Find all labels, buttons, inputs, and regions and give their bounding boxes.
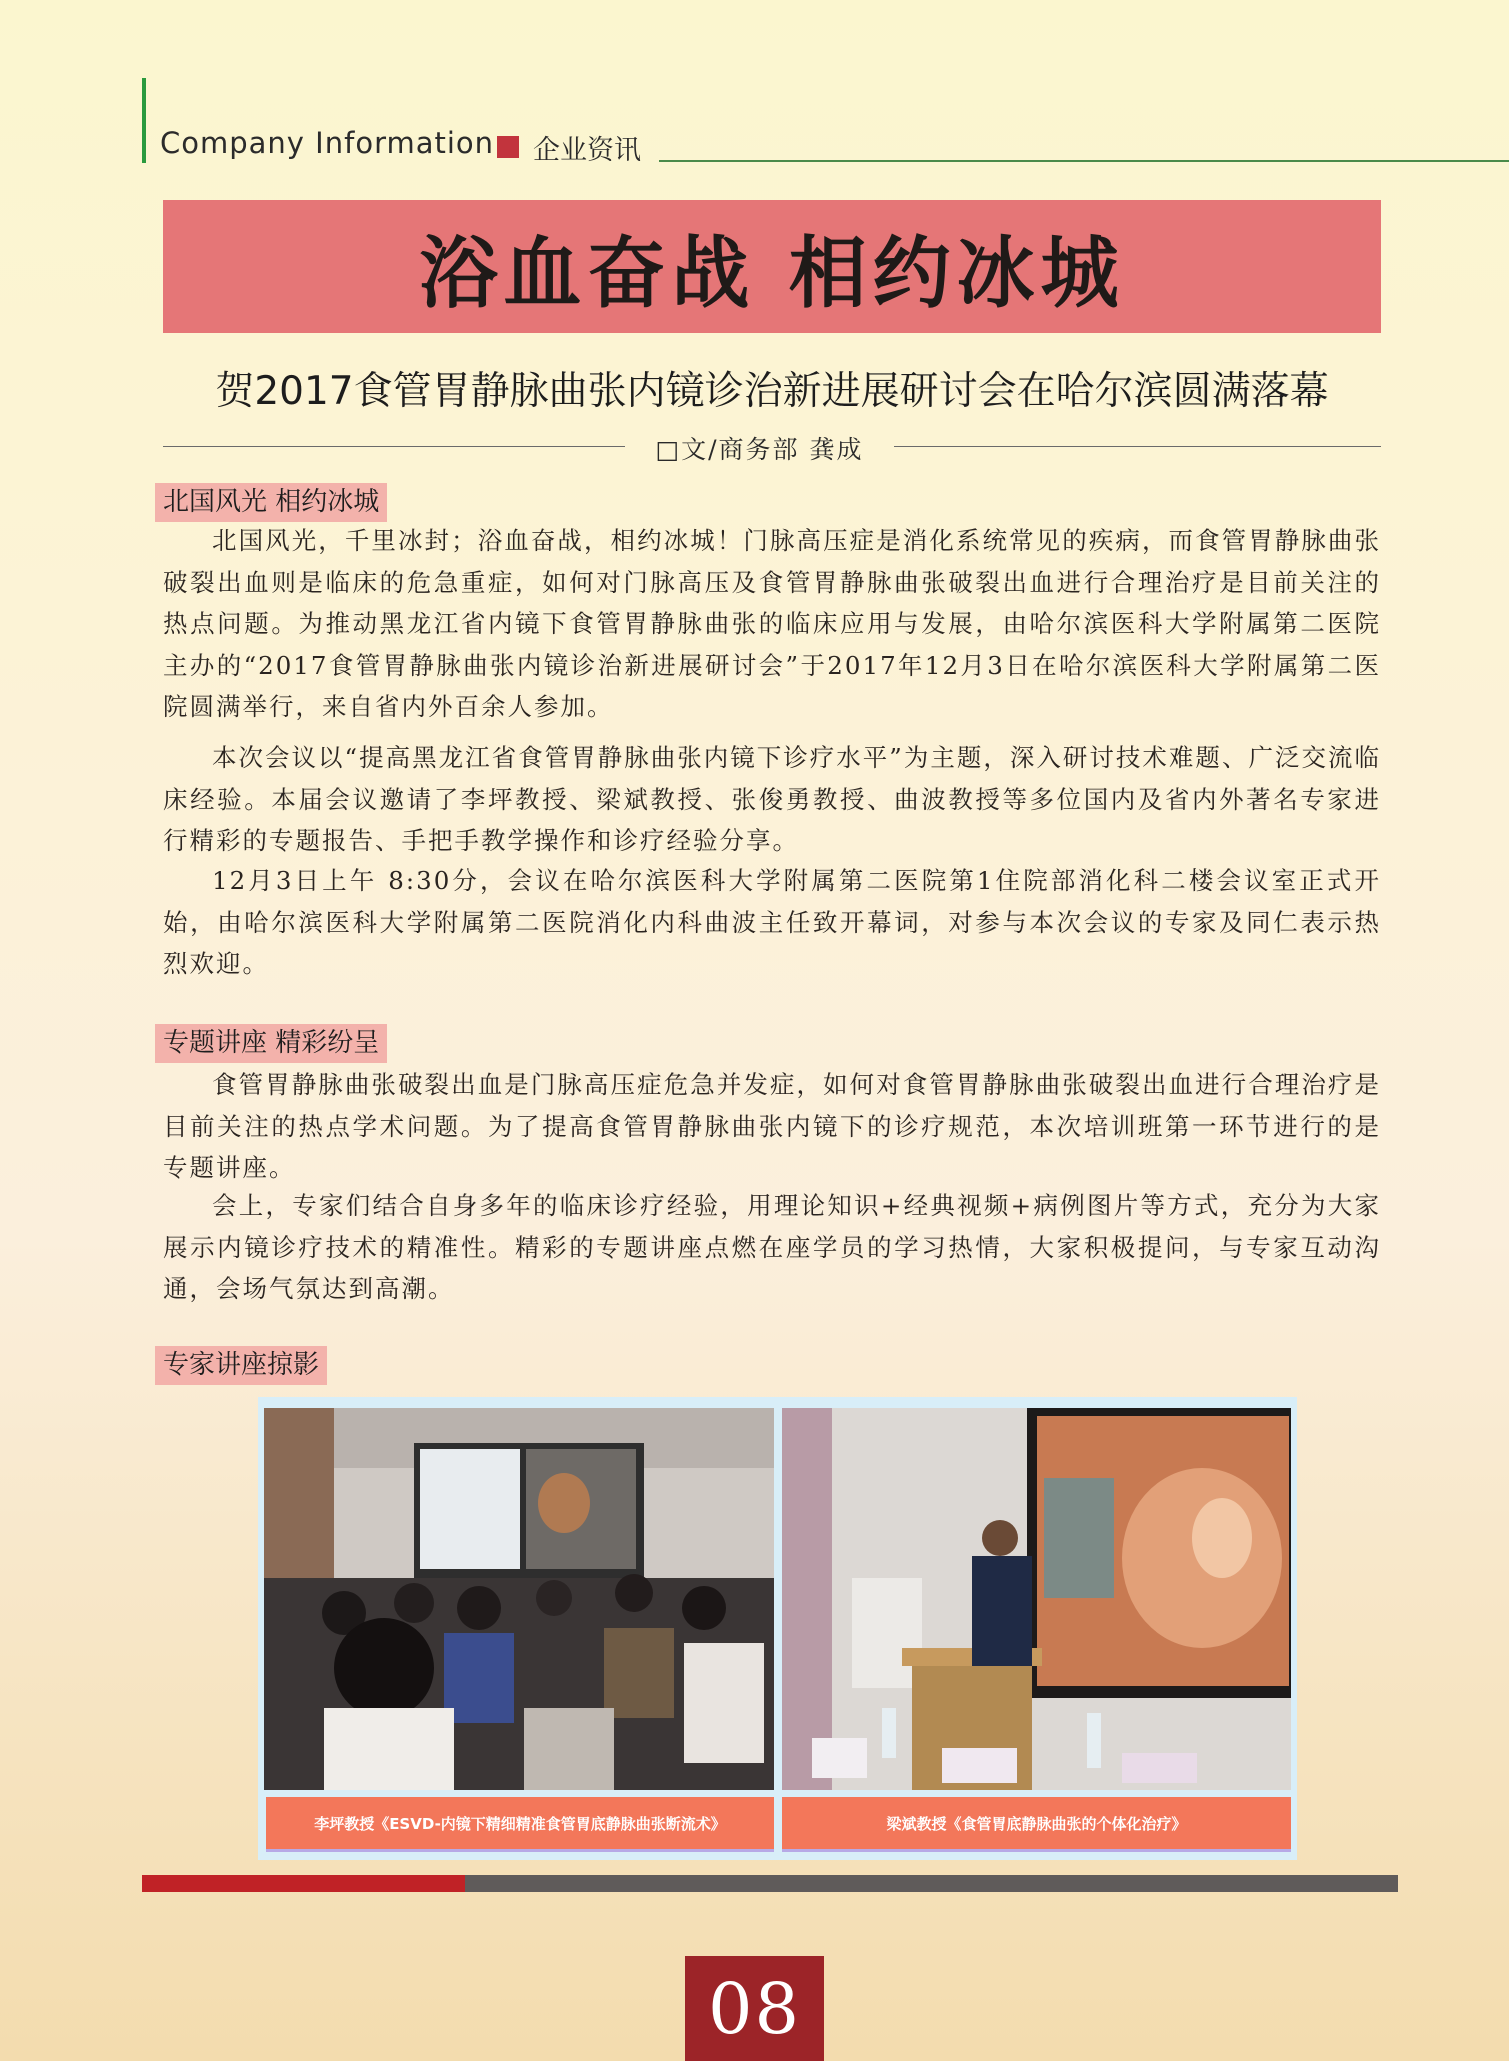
- paragraph: 本次会议以“提高黑龙江省食管胃静脉曲张内镜下诊疗水平”为主题，深入研讨技术难题、广泛交流临床经验。本届会议邀请了李坪教授、梁斌教授、张俊勇教授、曲波教授等多位国内及省内外著名专家进行精彩的专题报告、手把手教学操作和诊疗经验分享。: [163, 743, 1381, 855]
- byline-rule-right: [894, 446, 1381, 447]
- page-number-box: [685, 1956, 824, 2061]
- header-rule: [659, 160, 1509, 162]
- title-banner: [163, 200, 1381, 333]
- paragraph: 食管胃静脉曲张破裂出血是门脉高压症危急并发症，如何对食管胃静脉曲张破裂出血进行合理治疗是目前关注的热点学术问题。为了提高食管胃静脉曲张内镜下的诊疗规范，本次培训班第一环节进行的是专题讲座。: [163, 1070, 1381, 1182]
- section-label-cn: 企业资讯: [533, 135, 641, 166]
- paragraph: 12月3日上午 8:30分，会议在哈尔滨医科大学附属第二医院第1住院部消化科二楼会议室正式开始，由哈尔滨医科大学附属第二医院消化内科曲波主任致开幕词，对参与本次会议的专家及同仁表示热烈欢迎。: [163, 866, 1381, 978]
- header-accent-bar: [142, 78, 146, 163]
- speaker-podium-photo: [782, 1408, 1291, 1790]
- header-square-marker: [497, 136, 519, 158]
- paragraph: 北国风光，千里冰封；浴血奋战，相约冰城！门脉高压症是消化系统常见的疾病，而食管胃静脉曲张破裂出血则是临床的危急重症，如何对门脉高压及食管胃静脉曲张破裂出血进行合理治疗是目前关注的热点问题。为推动黑龙江省内镜下食管胃静脉曲张的临床应用与发展，由哈尔滨医科大学附属第二医院主办的“2017食管胃静脉曲张内镜诊治新进展研讨会”于2017年12月3日在哈尔滨医科大学附属第二医院圆满举行，来自省内外百余人参加。: [163, 526, 1381, 721]
- photo-caption: 梁斌教授《食管胃底静脉曲张的个体化治疗》: [782, 1797, 1291, 1852]
- byline: □文/商务部 龚成: [655, 435, 864, 464]
- article-subtitle: 贺2017食管胃静脉曲张内镜诊治新进展研讨会在哈尔滨圆满落幕: [215, 369, 1329, 414]
- paragraph: 会上，专家们结合自身多年的临床诊疗经验，用理论知识+经典视频+病例图片等方式，充分为大家展示内镜诊疗技术的精准性。精彩的专题讲座点燃在座学员的学习热情，大家积极提问，与专家互动沟通，会场气氛达到高潮。: [163, 1191, 1381, 1303]
- photo-caption: 李坪教授《ESVD-内镜下精细精准食管胃底静脉曲张断流术》: [266, 1797, 774, 1852]
- section-heading: 北国风光 相约冰城: [155, 483, 387, 522]
- lecture-audience-photo: [264, 1408, 774, 1790]
- section-label-en: Company Information: [160, 126, 495, 160]
- footer-bar-gray: [465, 1875, 1398, 1892]
- section-heading: 专题讲座 精彩纷呈: [155, 1024, 387, 1063]
- article-title: 浴血奋战 相约冰城: [419, 228, 1125, 319]
- section-heading: 专家讲座掠影: [155, 1346, 327, 1385]
- footer-bar-red: [142, 1875, 465, 1892]
- byline-rule-left: [163, 446, 625, 447]
- page-number: 08: [707, 1967, 802, 2050]
